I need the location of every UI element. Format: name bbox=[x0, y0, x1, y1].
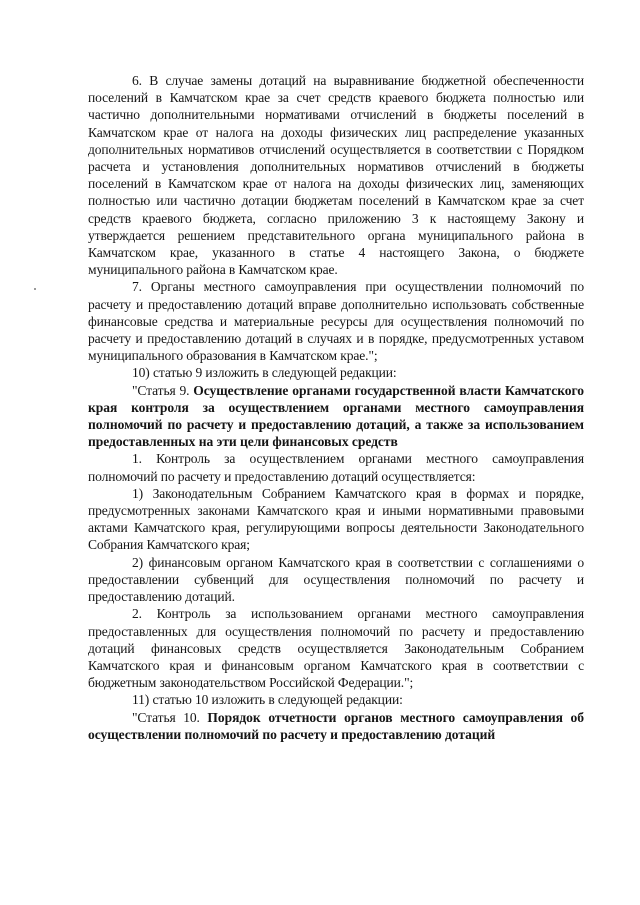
article-9-number: "Статья 9. bbox=[132, 382, 194, 398]
article-9-title: Осуществление органами государственной власти Камчатского края контроля за осуществлением органами местного самоуправления полномочий по расчету и предоставлению дотаций, а также за использованием предоставленных на эти цели финансовых средств bbox=[88, 382, 584, 450]
article-9-part-1-item-1: 1) Законодательным Собранием Камчатского края в формах и порядке, предусмотренных законами Камчатского края и иными нормативными правовыми актами Камчатского края, регулирующими вопросы деятельности Законодательного Собрания Камчатского края; bbox=[88, 485, 584, 553]
paragraph-6: 6. В случае замены дотаций на выравнивание бюджетной обеспеченности поселений в Камчатском крае за счет средств краевого бюджета полностью или частично дополнительными нормативами отчислений в бюджеты поселений в Камчатском крае от налога на доходы физических лиц распределение указанных дополнительных нормативов отчислений осуществляется в соответствии с Порядком расчета и установления дополнительных нормативов отчислений в бюджеты поселений в Камчатском крае от налога на доходы физических лиц, заменяющих полностью или частично дотации бюджетам поселений в Камчатском крае за счет средств краевого бюджета, согласно приложению 3 к настоящему Закону и утверждается решением представительного органа муниципального района в Камчатском крае, указанного в статье 4 настоящего Закона, о бюджете муниципального района в Камчатском крае. bbox=[88, 73, 584, 278]
article-9-part-1: 1. Контроль за осуществлением органами местного самоуправления полномочий по расчету и предоставлению дотаций осуществляется: bbox=[88, 451, 584, 484]
article-9-heading bbox=[88, 382, 584, 451]
article-9-part-1-item-2: 2) финансовым органом Камчатского края в соответствии с соглашениями о предоставлении субвенций для осуществления полномочий по расчету и предоставлению дотаций. bbox=[88, 554, 584, 605]
paragraph-7: 7. Органы местного самоуправления при осуществлении полномочий по расчету и предоставлению дотаций вправе дополнительно использовать собственные финансовые средства и материальные ресурсы для осуществления полномочий по расчету и предоставлению дотаций в случаях и в порядке, предусмотренных уставом муниципального образования в Камчатском крае."; bbox=[88, 279, 584, 364]
article-10-title: Порядок отчетности органов местного самоуправления об осуществлении полномочий по расчету и предоставлению дотаций bbox=[88, 709, 584, 742]
document-body bbox=[88, 72, 584, 743]
article-9-part-2: 2. Контроль за использованием органами местного самоуправления предоставленных для осуществления полномочий по расчету и предоставлению дотаций финансовых средств осуществляется Законодательным Собранием Камчатского края и финансовым органом Камчатского края в соответствии с бюджетным законодательством Российской Федерации."; bbox=[88, 606, 584, 691]
amendment-item-10: 10) статью 9 изложить в следующей редакции: bbox=[132, 365, 397, 381]
article-10-number: "Статья 10. bbox=[132, 709, 208, 725]
scan-speck bbox=[34, 288, 36, 290]
article-10-heading bbox=[88, 709, 584, 743]
amendment-item-11: 11) статью 10 изложить в следующей редакции: bbox=[132, 692, 403, 708]
